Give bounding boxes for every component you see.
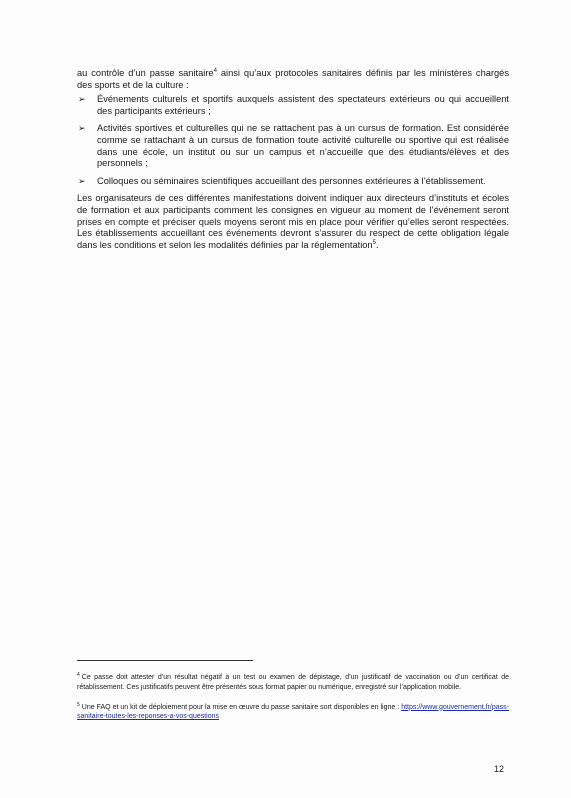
footnote-separator	[77, 660, 253, 661]
footnote-number: 4	[77, 672, 80, 678]
closing-paragraph	[77, 193, 509, 251]
footnote-4	[77, 671, 509, 693]
bullet-text: Colloques ou séminaires scientifiques accueillant des personnes extérieures à l’établissement.	[97, 175, 486, 186]
page-number: 12	[494, 764, 505, 774]
footnote-5	[77, 701, 509, 723]
bullet-item-activities	[77, 123, 509, 169]
faq-link[interactable]: https://www.gouvernement.fr/pass-sanitaire-toutes-les-reponses-a-vos-questions	[77, 703, 509, 721]
bullet-item-colloquia	[77, 176, 509, 188]
bullet-item-events	[77, 94, 509, 117]
footnote-number: 5	[77, 701, 80, 708]
footnote-text: Ce passe doit attester d’un résultat négatif à un test ou examen de dépistage, d’un justificatif de vaccination ou d’un certificat de rétablissement. Ces justificatifs peuvent être présentés sous format papier ou numérique, enregistré sur l’application mobile.	[77, 674, 509, 691]
main-body	[77, 68, 509, 251]
arrowhead-bullet-icon: ➢	[78, 123, 86, 134]
arrowhead-bullet-icon: ➢	[78, 94, 86, 105]
bullet-text: Événements culturels et sportifs auxquels assistent des spectateurs extérieurs ou qui accueillent des participants extérieurs ;	[97, 94, 509, 116]
footnote-text: Une FAQ et un kit de déploiement pour la mise en œuvre du passe sanitaire sort disponibles en ligne :	[81, 703, 402, 711]
bullet-text: Activités sportives et culturelles qui ne se rattachent pas à un cursus de formation. Est considérée comme se rattachant à un cursus de formation toute activité culturelle ou sportive qui est réalisée dans une école, un institut ou sur un campus et n’accueille que des étudiants/élèves et des personnels ;	[97, 123, 509, 169]
footnote-ref-4[interactable]: 4	[213, 68, 217, 74]
intro-text-end: ainsi qu’aux protocoles sanitaires définis par les ministères chargés des sports et de la culture :	[77, 68, 510, 90]
closing-period: .	[375, 239, 379, 250]
footnotes	[77, 671, 509, 730]
intro-paragraph	[77, 68, 509, 91]
footnote-ref-5[interactable]: 5	[372, 239, 376, 246]
closing-text: Les organisateurs de ces différentes manifestations doivent indiquer aux directeurs d’instituts et écoles de formation et aux participants comment les consignes en vigueur au moment de l’événement seront prises en compte et préciser quels moyens seront mis en place pour vérifier qu’elles seront respectées. Les établissements accueillant ces événements devront s’assurer du respect de cette obligation légale dans les conditions et selon les modalités définies par la réglementation	[77, 193, 509, 250]
arrowhead-bullet-icon: ➢	[78, 175, 86, 186]
bullet-list	[77, 94, 509, 187]
intro-text: au contrôle d’un passe sanitaire	[77, 68, 214, 78]
